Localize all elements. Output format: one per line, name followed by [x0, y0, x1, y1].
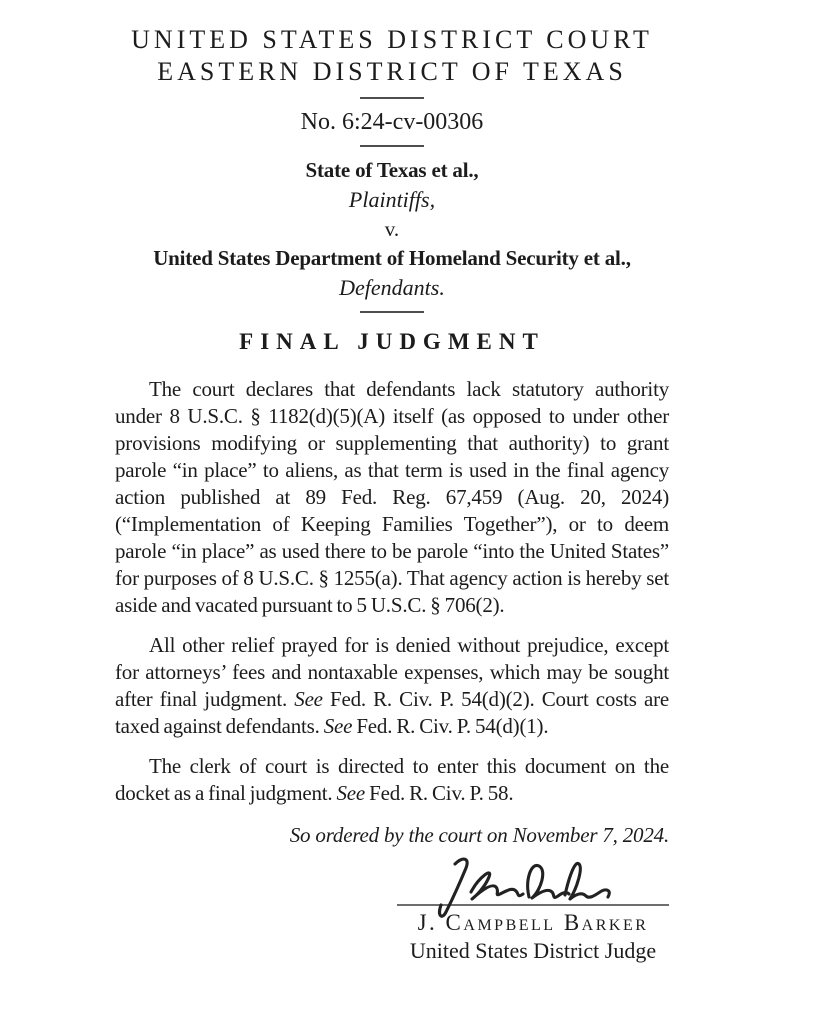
paragraph-declaration: The court declares that defendants lack statutory authority under 8 U.S.C. § 1182(d)(5)(A) itself (as opposed to under other provisions modifying or supplementing that authority) to grant parole “in place” to aliens, as that term is used in the final agency action published at 89 Fed. Reg. 67,459 (Aug. 20, 2024) (“Implementation of Keeping Families Together”), or to deem parole “in place” as used there to be parole “into the United States” for purposes of 8 U.S.C. § 1255(a). That agency action is hereby set aside and vacated pursuant to 5 U.S.C. § 706(2). [115, 377, 669, 617]
divider-rule-caption [360, 311, 424, 313]
paragraph-relief-and-costs: All other relief prayed for is denied without prejudice, except for attorneys’ fees and nontaxable expenses, which may be sought after final judgment. See Fed. R. Civ. P. 54(d)(2). Court costs are taxed against defendants. See Fed. R. Civ. P. 54(d)(1). [115, 633, 669, 738]
defendant-name: United States Department of Homeland Security et al., [153, 246, 631, 270]
judge-title: United States District Judge [409, 938, 657, 963]
signature-line [397, 854, 669, 906]
case-number: No. 6:24-cv-00306 [300, 109, 484, 135]
judge-name: J. Campbell Barker [417, 910, 649, 935]
document-content [115, 24, 669, 964]
judge-signature-icon [425, 852, 630, 914]
judgment-body [115, 376, 669, 807]
divider-rule-top [360, 97, 424, 99]
court-name-line2: EASTERN DISTRICT OF TEXAS [157, 57, 627, 86]
paragraph-clerk-instruction: The clerk of court is directed to enter this document on the docket as a final judgment. See Fed. R. Civ. P. 58. [115, 754, 669, 805]
document-title: FINAL JUDGMENT [239, 329, 545, 354]
defendant-role: Defendants. [339, 275, 445, 300]
case-caption [115, 156, 669, 313]
so-ordered-line: So ordered by the court on November 7, 2024. [289, 823, 669, 847]
signature-block [397, 854, 669, 964]
document-header [115, 24, 669, 147]
versus-label: v. [384, 217, 400, 241]
court-name-line1: UNITED STATES DISTRICT COURT [131, 25, 653, 54]
divider-rule-case [360, 145, 424, 147]
plaintiff-name: State of Texas et al., [305, 158, 479, 182]
plaintiff-role: Plaintiffs, [348, 187, 436, 212]
